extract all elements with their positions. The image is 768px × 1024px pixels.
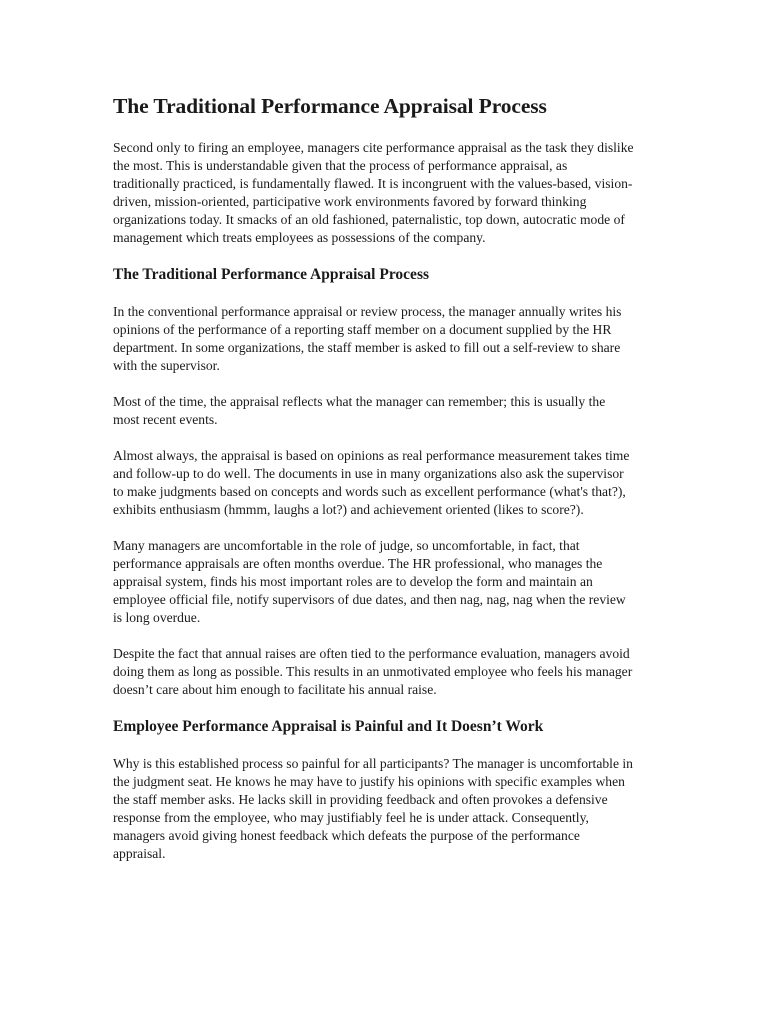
- section1-paragraph-4: Many managers are uncomfortable in the role of judge, so uncomfortable, in fact, that performance appraisals are often months overdue. The HR professional, who manages the appraisal system, finds his most important roles are to develop the form and maintain an employee official file, notify supervisors of due dates, and then nag, nag, nag when the review is long overdue.: [113, 538, 626, 625]
- document-title: The Traditional Performance Appraisal Process: [113, 94, 547, 118]
- section1-paragraph-1: In the conventional performance appraisal or review process, the manager annually writes his opinions of the performance of a reporting staff member on a document supplied by the HR department. In some organizations, the staff member is asked to fill out a self-review to share with the supervisor.: [113, 304, 622, 373]
- section1-paragraph-3: Almost always, the appraisal is based on opinions as real performance measurement takes time and follow-up to do well. The documents in use in many organizations also ask the supervisor to make judgments based on concepts and words such as excellent performance (what's that?), exhibits enthusiasm (hmmm, laughs a lot?) and achievement oriented (likes to score?).: [113, 448, 630, 517]
- intro-paragraph: Second only to firing an employee, managers cite performance appraisal as the task they dislike the most. This is understandable given that the process of performance appraisal, as traditionally practiced, is fundamentally flawed. It is incongruent with the values-based, vision-driven, mission-oriented, participative work environments favored by forward thinking organizations today. It smacks of an old fashioned, paternalistic, top down, autocratic mode of management which treats employees as possessions of the company.: [113, 140, 634, 245]
- section1-paragraph-5: Despite the fact that annual raises are often tied to the performance evaluation, managers avoid doing them as long as possible. This results in an unmotivated employee who feels his manager doesn’t care about him enough to facilitate his annual raise.: [113, 646, 633, 697]
- section-heading-painful-appraisal: Employee Performance Appraisal is Painful and It Doesn’t Work: [113, 718, 544, 735]
- section1-paragraph-2: Most of the time, the appraisal reflects what the manager can remember; this is usually the most recent events.: [113, 394, 606, 427]
- document-page: [113, 92, 635, 881]
- section2-paragraph-1: Why is this established process so painful for all participants? The manager is uncomfortable in the judgment seat. He knows he may have to justify his opinions with specific examples when the staff member asks. He lacks skill in providing feedback and often provokes a defensive response from the employee, who may justifiably feel he is under attack. Consequently, managers avoid giving honest feedback which defeats the purpose of the performance appraisal.: [113, 756, 633, 861]
- section-heading-traditional-process: The Traditional Performance Appraisal Process: [113, 266, 430, 283]
